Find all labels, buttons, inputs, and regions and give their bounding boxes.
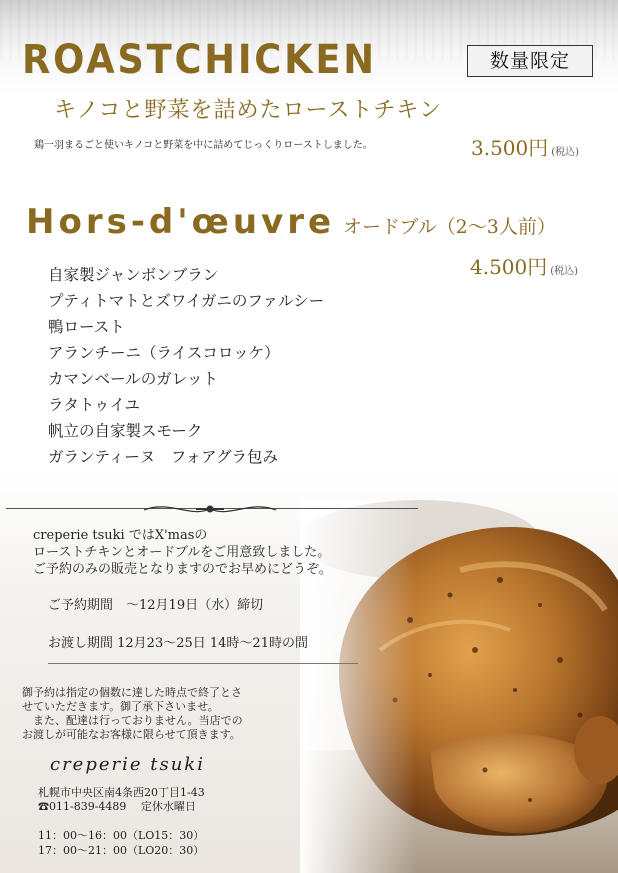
notice-line: 御予約は指定の個数に達した時点で終了とさ <box>22 686 242 699</box>
intro-text <box>33 527 332 578</box>
hours-line: 11：00～16：00（LO15：30） <box>38 829 205 842</box>
menu-item: ガランティーヌ フォアグラ包み <box>48 448 279 466</box>
limited-quantity-badge: 数量限定 <box>467 45 593 77</box>
menu-item: 帆立の自家製スモーク <box>48 422 203 440</box>
hors-price-tax: (税込) <box>550 266 579 277</box>
intro-line: ご予約のみの販売となりますのでお早めにどうぞ。 <box>33 562 332 577</box>
roast-chicken-subtitle: キノコと野菜を詰めたローストチキン <box>54 98 443 123</box>
hors-doeuvre-price <box>470 251 578 280</box>
ornament-flourish <box>140 498 280 520</box>
menu-item: 自家製ジャンボンブラン <box>48 266 219 284</box>
notice-line: お渡しが可能なお客様に限らせて頂きます。 <box>22 728 241 741</box>
reservation-notice <box>22 686 243 742</box>
shop-address: 札幌市中央区南4条西20丁目1-43 <box>38 786 205 799</box>
shop-phone: ☎011-839-4489 定休水曜日 <box>38 800 196 813</box>
hors-doeuvre-title: Hors-d'œuvre <box>26 202 336 242</box>
roast-price-value: 3.500円 <box>471 136 549 160</box>
shop-contact <box>38 786 205 814</box>
hors-price-value: 4.500円 <box>470 255 548 279</box>
hors-doeuvre-menu-list <box>48 262 324 470</box>
roast-chicken-title: ROASTCHICKEN <box>22 37 377 83</box>
roast-price-tax: (税込) <box>551 147 580 158</box>
roast-chicken-photo <box>300 500 618 873</box>
menu-item: プティトマトとズワイガニのファルシー <box>48 292 325 310</box>
intro-line: ローストチキンとオードブルをご用意致しました。 <box>33 545 331 560</box>
shop-name: creperie tsuki <box>50 754 205 775</box>
notice-line: せていただきます。御了承下さいませ。 <box>22 700 219 713</box>
menu-item: 鴨ロースト <box>48 318 125 336</box>
shop-hours <box>38 828 204 858</box>
delivery-period: お渡し期間 12月23～25日 14時～21時の間 <box>48 636 308 651</box>
roast-chicken-description: 鶏一羽まるごと使いキノコと野菜を中に詰めてじっくりローストしました。 <box>34 140 373 151</box>
menu-item: アランチーニ（ライスコロッケ） <box>48 344 280 362</box>
info-divider <box>48 663 358 664</box>
notice-line: また、配達は行っておりません。当店での <box>22 714 243 727</box>
reservation-period: ご予約期間 ～12月19日（水）締切 <box>48 598 264 613</box>
hours-line: 17：00～21：00（LO20：30） <box>38 844 205 857</box>
roast-chicken-price <box>471 132 579 161</box>
menu-item: ラタトゥイユ <box>48 396 140 414</box>
intro-line: creperie tsuki ではX'masの <box>33 528 208 543</box>
hors-doeuvre-subtitle: オードブル（2〜3人前） <box>343 216 556 238</box>
menu-item: カマンベールのガレット <box>48 370 219 388</box>
